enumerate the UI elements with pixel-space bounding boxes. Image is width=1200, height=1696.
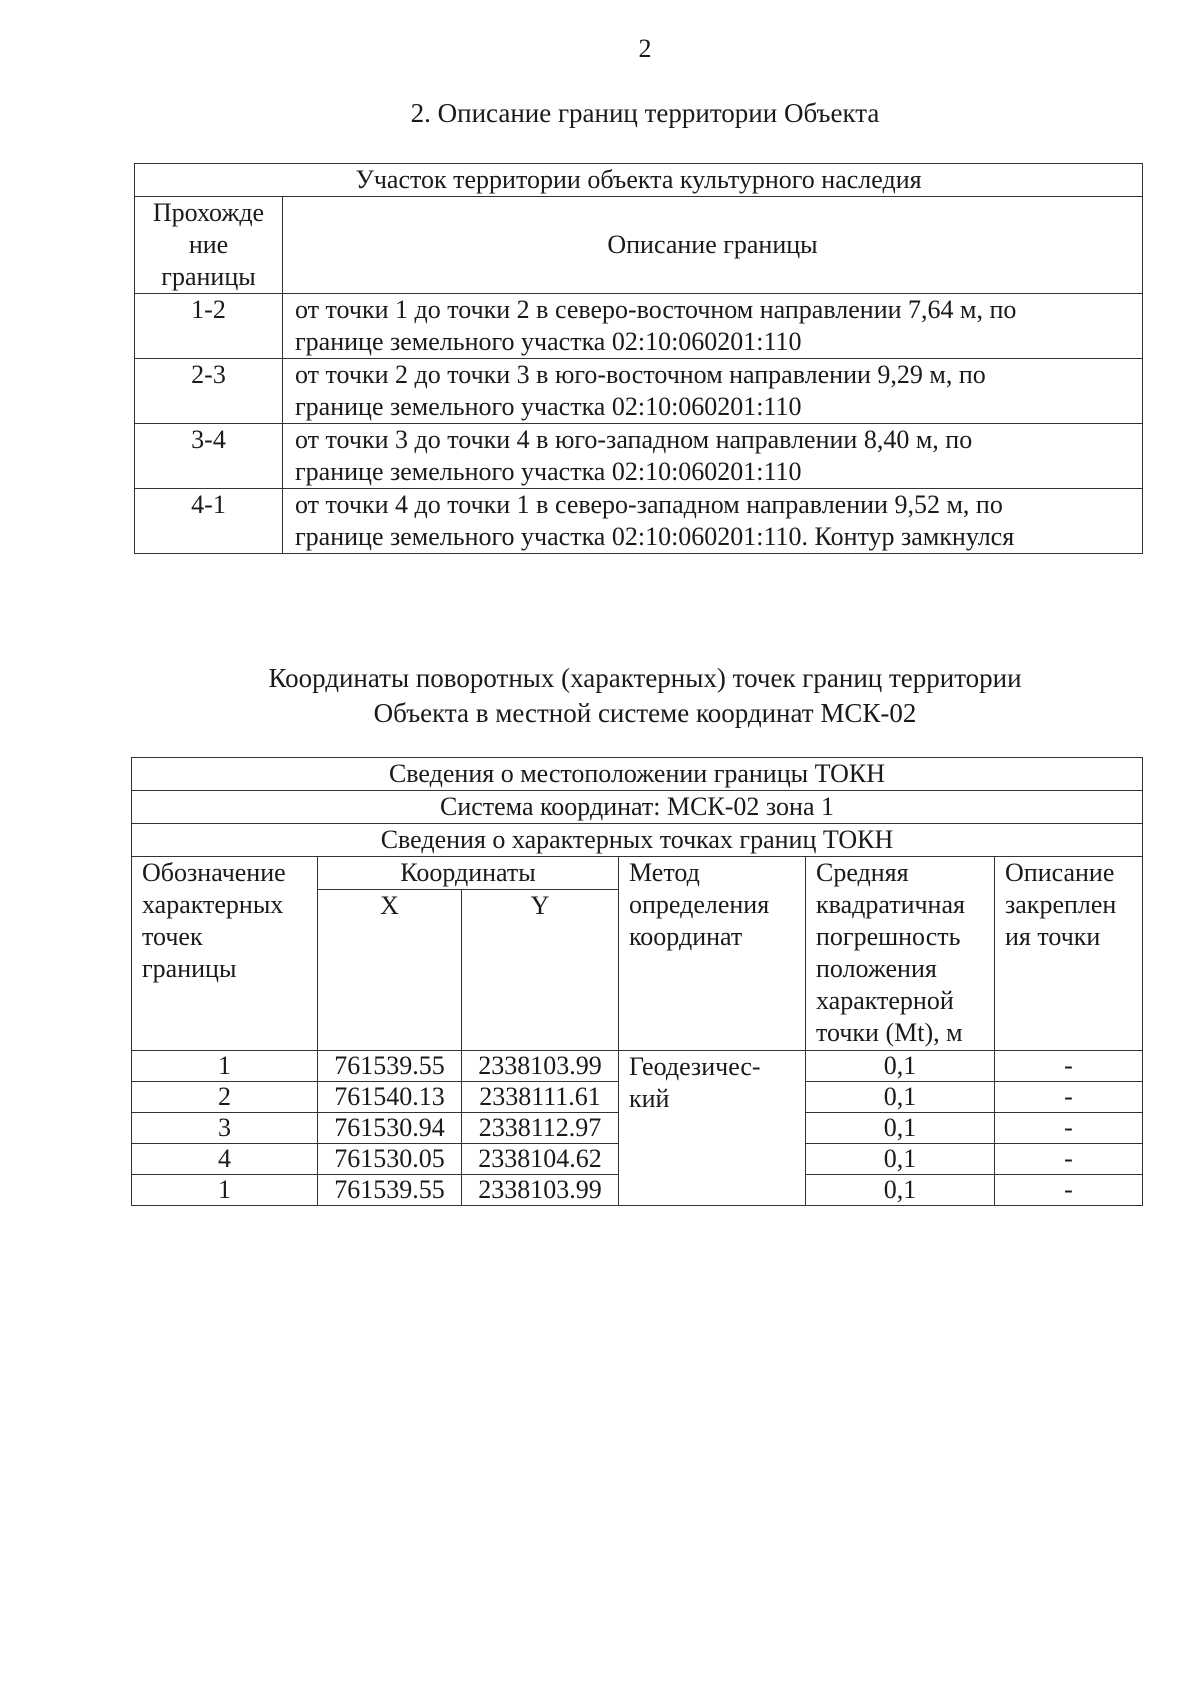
desc-cell: - xyxy=(995,1175,1143,1206)
error-cell: 0,1 xyxy=(806,1113,995,1144)
description-line: от точки 3 до точки 4 в юго-западном направлении 8,40 м, по xyxy=(295,425,973,454)
point-cell: 1 xyxy=(132,1175,318,1206)
col-point-header: Обозначение характерных точек границы xyxy=(132,857,318,1051)
description-cell xyxy=(283,294,1143,359)
error-cell: 0,1 xyxy=(806,1175,995,1206)
coords-header-system: Система координат: МСК-02 зона 1 xyxy=(132,791,1143,824)
page-number: 2 xyxy=(638,34,652,63)
col-desc-header: Описание закреплен ия точки xyxy=(995,857,1143,1051)
segment-cell: 4-1 xyxy=(135,489,283,554)
boundary-table-caption: Участок территории объекта культурного наследия xyxy=(135,164,1143,197)
point-cell: 4 xyxy=(132,1144,318,1175)
description-cell xyxy=(283,489,1143,554)
x-cell: 761530.05 xyxy=(318,1144,462,1175)
desc-cell: - xyxy=(995,1082,1143,1113)
coords-title-line: Координаты поворотных (характерных) точек границ территории xyxy=(268,663,1022,693)
section-title: 2. Описание границ территории Объекта xyxy=(410,98,880,128)
table-row xyxy=(132,1051,1143,1082)
col-coords-header: Координаты xyxy=(318,857,619,890)
table-row xyxy=(135,359,1143,424)
method-cell: Геодезичес- кий xyxy=(619,1051,806,1206)
point-cell: 1 xyxy=(132,1051,318,1082)
coords-header-points: Сведения о характерных точках границ ТОКН xyxy=(132,824,1143,857)
x-cell: 761530.94 xyxy=(318,1113,462,1144)
x-cell: 761539.55 xyxy=(318,1051,462,1082)
description-line: от точки 2 до точки 3 в юго-восточном направлении 9,29 м, по xyxy=(295,360,986,389)
description-line: границе земельного участка 02:10:060201:110. Контур замкнулся xyxy=(295,522,1015,551)
col-error-header: Средняя квадратичная погрешность положения характерной точки (Mt), м xyxy=(806,857,995,1051)
desc-cell: - xyxy=(995,1051,1143,1082)
error-cell: 0,1 xyxy=(806,1051,995,1082)
description-line: границе земельного участка 02:10:060201:110 xyxy=(295,457,802,486)
table-row xyxy=(135,424,1143,489)
segment-cell: 2-3 xyxy=(135,359,283,424)
table-row xyxy=(135,489,1143,554)
description-line: от точки 4 до точки 1 в северо-западном направлении 9,52 м, по xyxy=(295,490,1003,519)
description-line: границе земельного участка 02:10:060201:110 xyxy=(295,392,802,421)
y-cell: 2338103.99 xyxy=(462,1175,619,1206)
table-row xyxy=(135,294,1143,359)
col-method-header: Метод определения координат xyxy=(619,857,806,1051)
y-cell: 2338111.61 xyxy=(462,1082,619,1113)
y-cell: 2338104.62 xyxy=(462,1144,619,1175)
description-line: от точки 1 до точки 2 в северо-восточном направлении 7,64 м, по xyxy=(295,295,1017,324)
x-cell: 761540.13 xyxy=(318,1082,462,1113)
y-cell: 2338112.97 xyxy=(462,1113,619,1144)
coords-title xyxy=(0,661,1200,731)
point-cell: 3 xyxy=(132,1113,318,1144)
col-x-header: X xyxy=(318,890,462,1051)
error-cell: 0,1 xyxy=(806,1144,995,1175)
col-y-header: Y xyxy=(462,890,619,1051)
coords-title-line: Объекта в местной системе координат МСК-02 xyxy=(373,698,917,728)
coords-header-location: Сведения о местоположении границы ТОКН xyxy=(132,758,1143,791)
boundary-table xyxy=(134,163,1143,554)
y-cell: 2338103.99 xyxy=(462,1051,619,1082)
x-cell: 761539.55 xyxy=(318,1175,462,1206)
header-segment: Прохожде ние границы xyxy=(135,197,283,294)
desc-cell: - xyxy=(995,1144,1143,1175)
description-cell xyxy=(283,424,1143,489)
coordinates-table xyxy=(131,757,1143,1206)
point-cell: 2 xyxy=(132,1082,318,1113)
segment-cell: 1-2 xyxy=(135,294,283,359)
description-cell xyxy=(283,359,1143,424)
error-cell: 0,1 xyxy=(806,1082,995,1113)
description-line: границе земельного участка 02:10:060201:110 xyxy=(295,327,802,356)
desc-cell: - xyxy=(995,1113,1143,1144)
header-description: Описание границы xyxy=(283,197,1143,294)
segment-cell: 3-4 xyxy=(135,424,283,489)
